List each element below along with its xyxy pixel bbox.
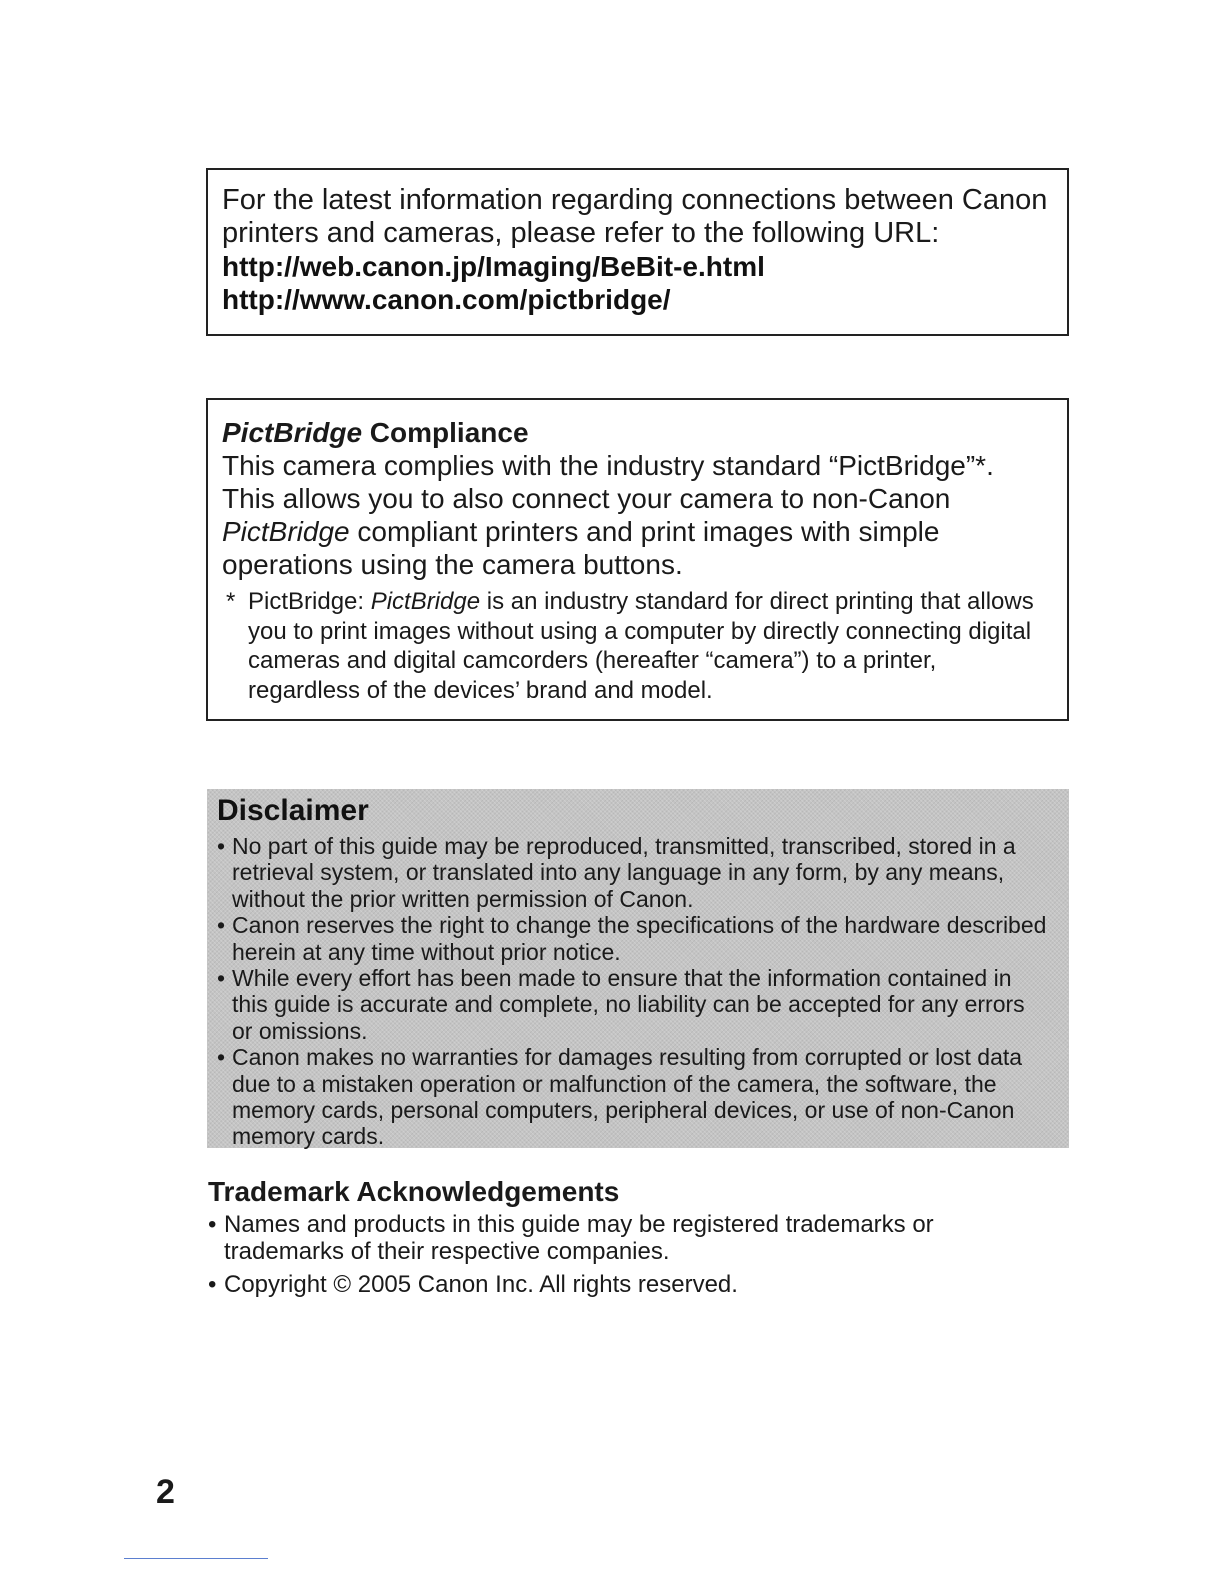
disclaimer-item-text: No part of this guide may be reproduced, transmitted, transcribed, stored in a retrieval system, or translated into any language in any form, by any means, without the prior written permission of Canon. — [232, 833, 1016, 912]
footnote-rest: is an industry standard for direct printing that allows you to print images without using a computer by directly connecting digital cameras and digital camcorders (hereafter “camera”) to a printer, regardless of the devices’ brand and model. — [248, 588, 1034, 704]
pictbridge-body-part2: compliant printers and print images with simple operations using the camera buttons. — [222, 516, 940, 580]
footnote-marker: * — [226, 588, 236, 615]
footer-divider — [124, 1558, 268, 1559]
page-number: 2 — [156, 1473, 175, 1511]
list-item — [208, 1211, 1048, 1265]
disclaimer-box — [207, 789, 1069, 1148]
trademark-section — [208, 1175, 1048, 1304]
footnote-italic: PictBridge — [370, 588, 481, 615]
url-link-canon-jp[interactable]: http://web.canon.jp/Imaging/BeBit-e.html — [222, 251, 765, 282]
list-item — [217, 912, 1051, 965]
trademark-title: Trademark Acknowledgements — [208, 1176, 620, 1207]
pictbridge-body-part1: This camera complies with the industry standard “PictBridge”*. This allows you to also connect your camera to non-Canon — [222, 450, 994, 514]
url-info-box — [206, 168, 1069, 336]
pictbridge-compliance-box — [206, 398, 1069, 721]
bullet-icon: • — [217, 912, 226, 939]
disclaimer-list — [217, 833, 1051, 1150]
trademark-item-text: Copyright © 2005 Canon Inc. All rights reserved. — [224, 1271, 738, 1298]
list-item — [208, 1271, 1048, 1298]
pictbridge-heading — [222, 416, 1053, 449]
pictbridge-footnote — [222, 587, 1053, 705]
list-item — [217, 833, 1051, 912]
bullet-icon: • — [217, 1044, 226, 1071]
pictbridge-heading-rest: Compliance — [362, 417, 529, 448]
bullet-icon: • — [217, 833, 226, 859]
bullet-icon: • — [208, 1211, 217, 1238]
trademark-list — [208, 1211, 1048, 1298]
disclaimer-title: Disclaimer — [217, 794, 369, 827]
bullet-icon: • — [208, 1271, 217, 1298]
bullet-icon: • — [217, 965, 226, 992]
pictbridge-body — [222, 449, 1053, 581]
disclaimer-item-text: Canon makes no warranties for damages resulting from corrupted or lost data due to a mistaken operation or malfunction of the camera, the software, the memory cards, personal computers, peripheral devices, or use of non-Canon memory cards. — [232, 1044, 1023, 1150]
url-info-text: For the latest information regarding connections between Canon printers and cameras, please refer to the following URL: — [222, 184, 1048, 249]
pictbridge-heading-italic: PictBridge — [222, 417, 363, 448]
list-item — [217, 965, 1051, 1044]
disclaimer-item-text: Canon reserves the right to change the specifications of the hardware described herein at any time without prior notice. — [232, 912, 1047, 965]
list-item — [217, 1044, 1051, 1150]
footnote-prefix: PictBridge: — [248, 588, 371, 615]
disclaimer-item-text: While every effort has been made to ensure that the information contained in this guide is accurate and complete, no liability can be accepted for any errors or omissions. — [232, 965, 1025, 1044]
trademark-item-text: Names and products in this guide may be registered trademarks or trademarks of their respective companies. — [224, 1211, 934, 1265]
pictbridge-body-italic: PictBridge — [222, 516, 350, 547]
url-link-canon-com[interactable]: http://www.canon.com/pictbridge/ — [222, 284, 671, 315]
